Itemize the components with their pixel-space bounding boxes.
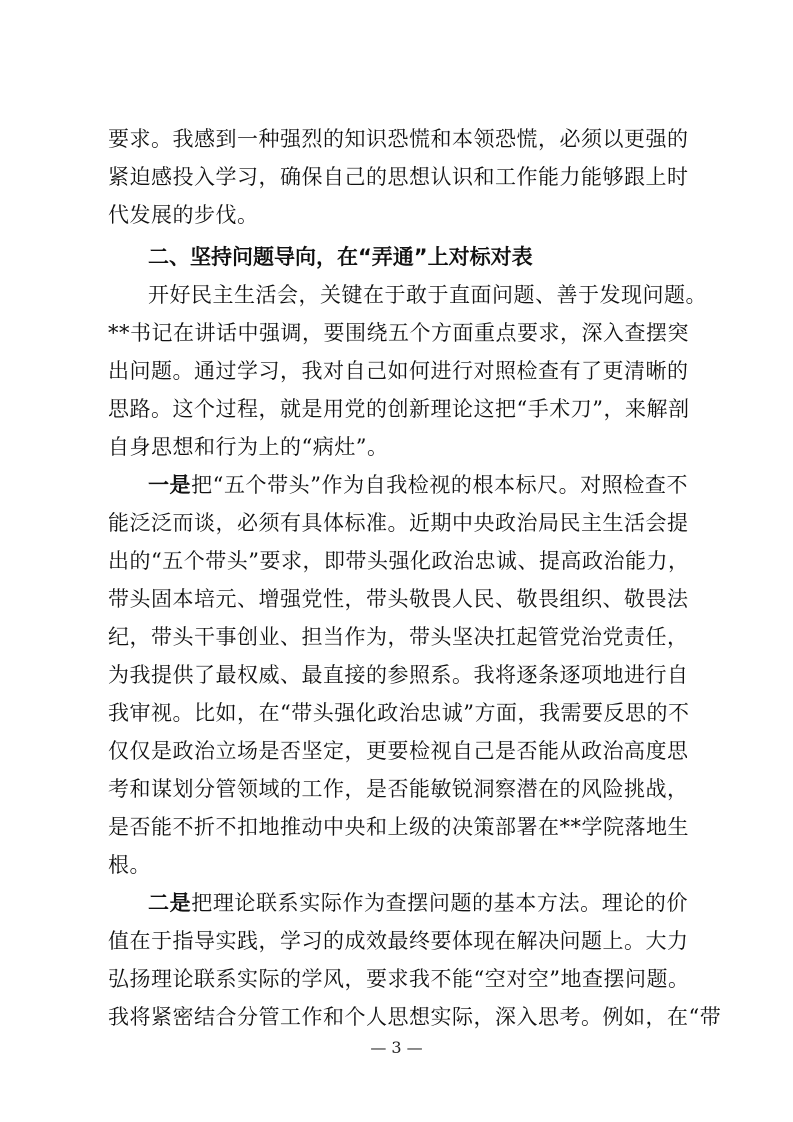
paragraph-line: 为我提供了最权威、最直接的参照系。我将逐条逐项地进行自	[108, 663, 689, 687]
paragraph-line: **书记在讲话中强调，要围绕五个方面重点要求，深入查摆突	[108, 321, 689, 345]
paragraph-line: 代发展的步伐。	[108, 203, 259, 227]
paragraph-line: 自身思想和行为上的“病灶”。	[108, 435, 389, 459]
paragraph-line: 弘扬理论联系实际的学风，要求我不能“空对空”地查摆问题。	[108, 967, 690, 991]
paragraph-line: 能泛泛而谈，必须有具体标准。近期中央政治局民主生活会提	[108, 511, 689, 535]
paragraph-line: 紧迫感投入学习，确保自己的思想认识和工作能力能够跟上时	[108, 165, 689, 189]
paragraph-line: 仅仅是政治立场是否坚定，更要检视自己是否能从政治高度思	[108, 739, 689, 763]
paragraph-text: 把“五个带头”作为自我检视的根本标尺。对照检查不	[191, 473, 688, 497]
section-heading: 二、坚持问题导向，在“弄通”上对标对表	[148, 245, 533, 269]
paragraph-text: 把理论联系实际作为查摆问题的基本方法。理论的价	[191, 891, 689, 915]
paragraph-line: 根。	[108, 853, 151, 877]
paragraph-line: 思路。这个过程，就是用党的创新理论这把“手术刀”，来解剖	[108, 397, 690, 421]
paragraph-line: 我将紧密结合分管工作和个人思想实际，深入思考。例如，在“带	[108, 1005, 722, 1029]
paragraph-line: 值在于指导实践，学习的成效最终要体现在解决问题上。大力	[108, 929, 689, 953]
paragraph-line: 考和谋划分管领域的工作，是否能敏锐洞察潜在的风险挑战，	[108, 777, 689, 801]
paragraph-line: 带头固本培元、增强党性，带头敬畏人民、敬畏组织、敬畏法	[108, 587, 689, 611]
paragraph-line: 出问题。通过学习，我对自己如何进行对照检查有了更清晰的	[108, 359, 689, 383]
paragraph-line: 出的“五个带头”要求，即带头强化政治忠诚、提高政治能力，	[108, 549, 690, 573]
paragraph-line: 开好民主生活会，关键在于敢于直面问题、善于发现问题。	[148, 283, 707, 307]
paragraph-line	[148, 466, 688, 504]
paragraph-line: 要求。我感到一种强烈的知识恐慌和本领恐慌，必须以更强的	[108, 127, 689, 151]
page-number: — 3 —	[370, 1038, 423, 1057]
point-lead-2: 二是	[148, 891, 192, 915]
paragraph-line: 我审视。比如，在“带头强化政治忠诚”方面，我需要反思的不	[108, 701, 690, 725]
paragraph-line	[148, 884, 688, 922]
point-lead-1: 一是	[148, 473, 192, 497]
paragraph-line: 纪，带头干事创业、担当作为，带头坚决扛起管党治党责任，	[108, 625, 689, 649]
paragraph-line: 是否能不折不扣地推动中央和上级的决策部署在**学院落地生	[108, 815, 689, 839]
